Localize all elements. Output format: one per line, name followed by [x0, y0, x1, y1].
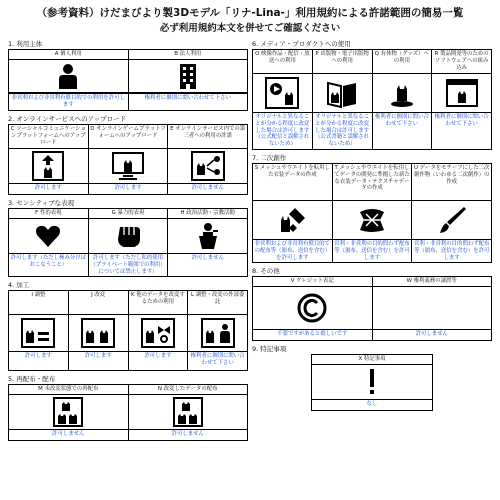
- right-column: [252, 40, 492, 415]
- cell-head: R 製品開発等のためのソフトウェアへの組み込み: [432, 50, 491, 74]
- section-media-products: [252, 40, 492, 150]
- cell-note: [9, 94, 128, 110]
- table-processing: [8, 290, 248, 371]
- table-media-products: [252, 49, 492, 150]
- cat-upload-icon: [9, 149, 88, 184]
- section-others: [252, 267, 492, 341]
- note-text: 許可します（ただし私的使用（プライベート範囲での利用）については禁止します）: [90, 255, 166, 275]
- cell-fan-work: [411, 164, 491, 262]
- table-special-notes: [311, 354, 433, 411]
- cell-head: K 他のデータを改変するための利用: [129, 291, 188, 315]
- cat-monitor-icon: [89, 149, 168, 184]
- cell-head: E オンラインサービス内での第三者への利用の許諾: [168, 125, 247, 149]
- cell-head: W 権利義務の譲渡等: [373, 277, 492, 287]
- cell-head: M 未改変状態での再配布: [9, 385, 128, 395]
- cell-violence: [88, 209, 168, 276]
- section-title: 9. 特記事項: [252, 345, 287, 354]
- cell-head: T メッシュやウエイトを転用してデータの開発に準拠した新たな衣装データ・テクスチャデータの作成: [333, 164, 412, 201]
- section-special-notes: [252, 345, 492, 411]
- cat-share-icon: [168, 149, 247, 184]
- note-text: 許可します（ただし極み分けはおこなうこと）: [10, 255, 87, 268]
- cat-software-icon: [432, 74, 491, 113]
- cell-sexual: [9, 209, 88, 276]
- cell-head: S メッシュやウエイトを転用した衣装データの作成: [253, 164, 332, 201]
- note-text: 許可しません: [171, 431, 204, 438]
- cell-texture-data: [332, 164, 412, 262]
- cell-head: N 改変したデータの配布: [129, 385, 248, 395]
- cell-publication: [312, 50, 372, 149]
- note-text: 権利者に個別に問い合わせて下さい: [374, 114, 429, 127]
- section-title: 8. その他: [252, 267, 280, 276]
- cell-corporate-use: [128, 50, 248, 93]
- cell-head: L 調整・改変の外部委託: [188, 291, 247, 315]
- cell-redistribute: [9, 385, 128, 440]
- cell-head: J 改変: [69, 291, 128, 315]
- note-text: 許可します: [144, 353, 172, 360]
- person-icon: [9, 60, 128, 93]
- document-title: （参考資料）けだまびより製3Dモデル「リナ-Lina-」利用規約による許諾範囲の簡易一覧: [36, 7, 464, 19]
- cat-figure-icon: [373, 74, 432, 113]
- section-title: 6. メディア・プロダクトへの使用: [252, 40, 351, 48]
- note-text: 権利者に個別に問い合わせて下さい: [190, 353, 245, 367]
- cell-modify-other: [128, 291, 188, 370]
- cell-adjust: [9, 291, 68, 370]
- cell-modified-distribution: [128, 385, 248, 440]
- cell-costume-data: [253, 164, 332, 262]
- note-text: 許可しません: [191, 185, 224, 191]
- note-text: 営利・非営利の目的問わず配布等（頒布、送信を含む）を許可します: [413, 240, 490, 261]
- brush-icon: [412, 201, 491, 240]
- cell-head: Q 有体物（グッズ）への利用: [373, 50, 432, 74]
- note-text: 権利者に個別に問い合わせて下さい: [144, 95, 231, 101]
- cell-personal-use: [9, 50, 128, 93]
- cell-head: D オンラインゲームプラットフォームへのアップロード: [89, 125, 168, 149]
- cat-equal-icon: [9, 315, 68, 352]
- cell-modify: [68, 291, 128, 370]
- cell-credit: [253, 277, 372, 340]
- cell-head: A 個人利用: [9, 50, 128, 60]
- cell-head: I 調整: [9, 291, 68, 315]
- note-text: なし: [366, 401, 378, 408]
- cat-paint-icon: [253, 201, 332, 240]
- note-text: 許可します: [84, 353, 112, 360]
- note-text: 権利者に個別に問い合わせて下さい: [434, 114, 489, 127]
- section-sensitive: [8, 199, 248, 277]
- cell-head: H 政治活動・宗教活動: [168, 209, 247, 219]
- note-text: 非営利および非営利有償目的での配布等（頒布、送信を含む）を許可します: [254, 240, 331, 261]
- left-column: [8, 40, 248, 445]
- note-text: 許可しません: [191, 255, 224, 261]
- copyright-icon: [253, 287, 372, 330]
- section-usage-subject: [8, 40, 248, 111]
- table-usage-subject: [8, 49, 248, 94]
- note-text: オリジナルと異なることが分かる程度に改変した場合は許可します（公式配信と誤解されないため）: [255, 114, 310, 148]
- podium-icon: [168, 219, 247, 254]
- fist-icon: [89, 219, 168, 254]
- section-title: 2. オンラインサービスへのアップロード: [8, 115, 127, 123]
- note-text: 不要ですがあると嬉しいです: [277, 331, 348, 338]
- section-title: 4. 加工: [8, 281, 30, 290]
- note-text: 許可します: [114, 185, 142, 191]
- cell-special-note: [312, 355, 432, 410]
- cell-head: C ソーシャルコミュニケーションプラットフォームへのアップロード: [9, 125, 88, 149]
- cell-goods: [372, 50, 432, 149]
- table-online-upload: [8, 124, 248, 195]
- note-text: オリジナルと異なることが分かる程度に改変した場合は許可します（公式書籍と誤解されないため）: [315, 114, 370, 148]
- fabric-icon: [333, 201, 412, 240]
- empty-icon-area: [373, 287, 492, 330]
- cat-redistribute-icon: [9, 395, 128, 430]
- cat-book-icon: [313, 74, 372, 113]
- note-text: 営利・非営利の目的問わず配布等（頒布、送信を含む）を許可します: [334, 240, 410, 261]
- exclamation-icon: [312, 365, 432, 400]
- cell-note: [128, 94, 248, 110]
- cell-outsourcing: [187, 291, 247, 370]
- table-usage-subject-notes: [8, 94, 248, 111]
- document-subtitle: 必ず利用規約本文を併せてご確認ください: [159, 23, 341, 34]
- cell-head: P 出版物・電子出版物への利用: [313, 50, 372, 74]
- note-text: 許可します: [34, 185, 62, 191]
- note-text: 許可しません: [415, 331, 448, 338]
- cell-head: F 性的表現: [9, 209, 88, 219]
- section-redistribution: [8, 375, 248, 441]
- cell-head: U データをモチーフにした二次創作物（いわゆる二次創作）の作成: [412, 164, 491, 201]
- cat-video-icon: [253, 74, 312, 113]
- cat-modified-dist-icon: [129, 395, 248, 430]
- cell-head: O 映像作品・配信・放送への利用: [253, 50, 312, 74]
- table-redistribution: [8, 384, 248, 441]
- cell-rights-transfer: [372, 277, 492, 340]
- cell-social-upload: [9, 125, 88, 194]
- cell-game-upload: [88, 125, 168, 194]
- section-title: 3. センシティブな表現: [8, 199, 75, 207]
- section-online-upload: [8, 115, 248, 195]
- cat-bow-icon: [129, 315, 188, 352]
- cat-delegate-icon: [188, 315, 247, 352]
- cell-head: B 法人利用: [129, 50, 248, 60]
- section-processing: [8, 281, 248, 371]
- table-others: [252, 276, 492, 341]
- section-title: 5. 再配布・配布: [8, 375, 56, 384]
- note-text: 許可します: [24, 353, 52, 360]
- section-title: 7. 二次創作: [252, 153, 287, 162]
- note-text: 非営利および非営利有償目的での利用を許可します: [11, 95, 125, 108]
- cat-modify-icon: [69, 315, 128, 352]
- cell-political: [167, 209, 247, 276]
- cell-third-party-license: [167, 125, 247, 194]
- cell-software: [431, 50, 491, 149]
- section-derivative: [252, 154, 492, 263]
- note-text: 許可しません: [52, 431, 85, 438]
- cell-head: V クレジット表記: [253, 277, 372, 287]
- table-derivative: [252, 163, 492, 263]
- cell-head: X 特記事項: [312, 355, 432, 365]
- table-sensitive: [8, 208, 248, 277]
- cell-head: G 暴力的表現: [89, 209, 168, 219]
- building-icon: [129, 60, 248, 93]
- heart-icon: [9, 219, 88, 254]
- section-title: 1. 利用主体: [8, 40, 43, 48]
- cell-video: [253, 50, 312, 149]
